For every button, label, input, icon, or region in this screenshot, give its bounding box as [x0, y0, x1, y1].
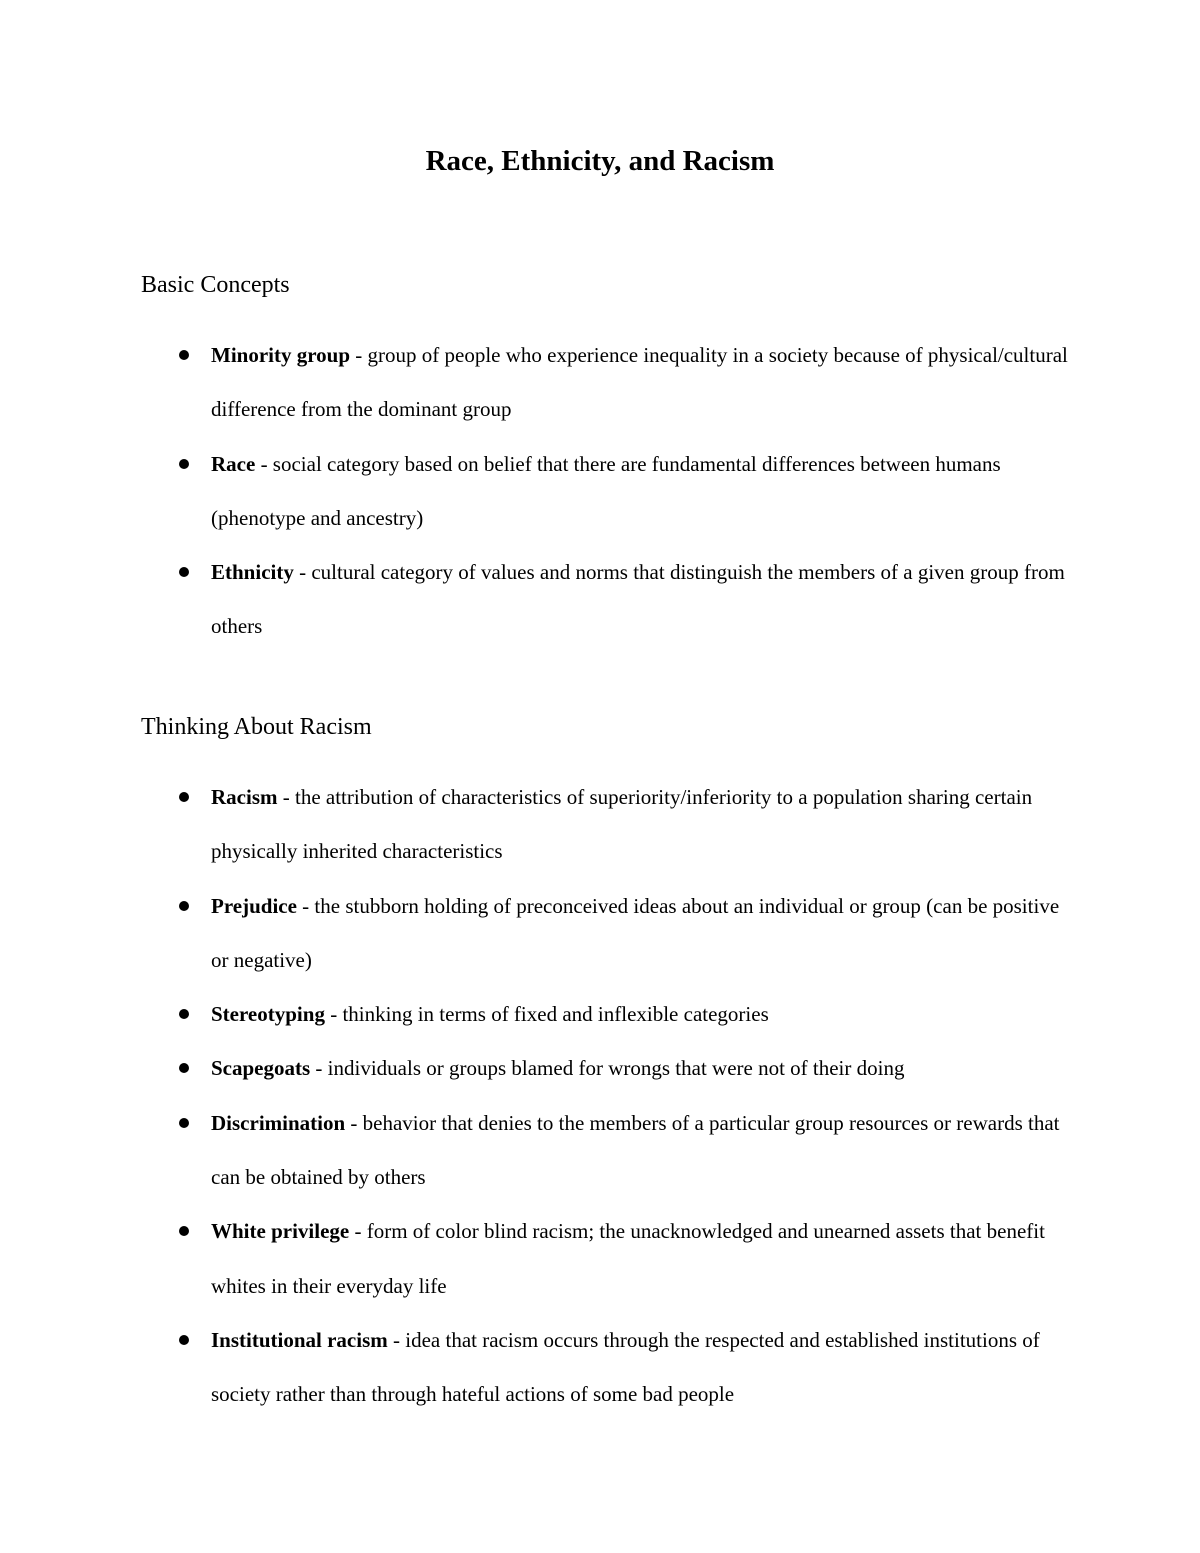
term-definition: - idea that racism occurs through the respected and established institutions of society rather than through hateful actions of some bad people [211, 1327, 1040, 1407]
bullet-icon [179, 1335, 189, 1345]
list-item [141, 1041, 1071, 1095]
list-item [141, 879, 1071, 988]
term-label: White privilege [211, 1219, 350, 1244]
term-definition: - thinking in terms of fixed and inflexible categories [324, 1002, 769, 1027]
term-definition: - the stubborn holding of preconceived ideas about an individual or group (can be positive or negative) [211, 893, 1060, 972]
term-definition: - the attribution of characteristics of superiority/inferiority to a population sharing certain physically inherited characteristics [211, 785, 1033, 864]
bullet-icon [179, 792, 189, 802]
term-label: Discrimination [211, 1110, 346, 1135]
page-title: Race, Ethnicity, and Racism [425, 145, 775, 177]
list-item [141, 328, 1071, 437]
list-item [141, 770, 1071, 879]
bullet-icon [179, 567, 189, 577]
term-label: Stereotyping [211, 1002, 325, 1027]
term-definition: - group of people who experience inequality in a society because of physical/cultural difference from the dominant group [211, 343, 1068, 422]
bullet-icon [179, 1118, 189, 1128]
term-label: Race [211, 451, 256, 476]
term-definition: - behavior that denies to the members of a particular group resources or rewards that can be obtained by others [211, 1110, 1060, 1190]
term-definition: - individuals or groups blamed for wrongs that were not of their doing [310, 1056, 905, 1081]
term-label: Minority group [211, 343, 351, 367]
term-label: Racism [211, 785, 278, 809]
list-item [141, 1096, 1071, 1205]
bullet-icon [179, 1009, 189, 1019]
bullet-icon [179, 1063, 189, 1073]
term-label: Institutional racism [211, 1327, 388, 1352]
bullet-icon [179, 1226, 189, 1236]
bullet-icon [179, 350, 189, 360]
term-label: Scapegoats [211, 1056, 311, 1081]
term-definition: - cultural category of values and norms that distinguish the members of a given group from others [211, 560, 1065, 639]
section-heading-thinking-about-racism: Thinking About Racism [141, 714, 372, 740]
term-definition: - form of color blind racism; the unacknowledged and unearned assets that benefit whites in their everyday life [211, 1219, 1045, 1298]
list-item [141, 1313, 1071, 1422]
list-item [141, 987, 1071, 1041]
term-label: Prejudice [211, 893, 297, 918]
list-item [141, 437, 1071, 546]
term-definition: - social category based on belief that there are fundamental differences between humans (phenotype and ancestry) [211, 451, 1001, 530]
bullet-icon [179, 901, 189, 911]
list-item [141, 545, 1071, 654]
list-item [141, 1204, 1071, 1313]
section-heading-basic-concepts: Basic Concepts [141, 272, 290, 298]
term-label: Ethnicity [211, 560, 294, 585]
basic-concepts-list [141, 328, 1071, 654]
thinking-about-racism-list [141, 770, 1071, 1422]
bullet-icon [179, 459, 189, 469]
